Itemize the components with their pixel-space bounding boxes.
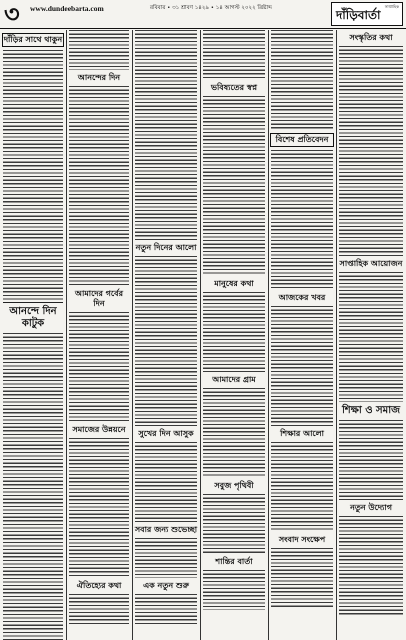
article-text [135, 30, 197, 240]
article-headline: সুখের দিন আসুক [134, 429, 198, 439]
article-text [339, 420, 403, 500]
article-headline: মানুষের কথা [202, 279, 266, 289]
column-4 [200, 30, 269, 640]
column-2 [66, 30, 133, 640]
article-headline: সমাজের উন্নয়নে [68, 425, 130, 435]
article-text [135, 256, 197, 426]
article-text [203, 570, 265, 610]
article-text [69, 594, 129, 624]
article-text [69, 30, 129, 70]
article-headline: আনন্দে দিন কাটুক [2, 306, 64, 330]
article-headline: সংস্কৃতির কথা [338, 33, 404, 43]
article-text [339, 272, 403, 402]
article-headline: ঐতিহ্যের কথা [68, 581, 130, 591]
column-5 [268, 30, 337, 640]
column-3 [132, 30, 201, 640]
article-text [339, 516, 403, 616]
article-text [271, 306, 333, 426]
article-headline: সবার জন্য শুভেচ্ছা [134, 525, 198, 534]
divider [3, 302, 63, 303]
article-text [69, 312, 129, 422]
masthead-logo [331, 2, 403, 26]
article-headline: সবুজ পৃথিবী [202, 481, 266, 491]
column-1 [0, 30, 67, 640]
article-headline: শিক্ষা ও সমাজ [338, 405, 404, 417]
column-6 [336, 30, 406, 640]
article-headline: শান্তির বার্তা [202, 557, 266, 567]
article-text [3, 333, 63, 640]
article-text [69, 438, 129, 578]
article-text [203, 292, 265, 372]
article-headline: সংবাদ সংক্ষেপ [270, 535, 334, 545]
masthead-name: দাঁড়িবার্তা [336, 8, 381, 22]
site-url[interactable]: www.dundeebarta.com [30, 4, 104, 13]
article-text [3, 50, 63, 300]
masthead-tag: সাপ্তাহিক [384, 4, 399, 9]
article-text [271, 30, 333, 130]
article-headline: ভবিষ্যতের স্বপ্ন [202, 83, 266, 93]
article-text [135, 442, 197, 522]
article-text [203, 30, 265, 80]
article-text [271, 442, 333, 532]
page-number: ৩ [4, 0, 20, 28]
article-text [339, 46, 403, 256]
article-text [203, 96, 265, 276]
article-headline: সাপ্তাহিক আয়োজন [339, 259, 403, 268]
dateline: রবিবার • ৩১ শ্রাবণ ১৪২৯ • ১৪ আগস্ট ২০২২ খ্রিষ্টাব্দ [150, 5, 272, 11]
article-headline: শিক্ষার আলো [270, 429, 334, 439]
newspaper-body [0, 30, 406, 640]
article-headline: আজকের খবর [270, 293, 334, 303]
page-header [0, 0, 406, 29]
article-headline: বিশেষ প্রতিবেদন [270, 133, 334, 147]
article-headline: নতুন দিনের আলো [135, 243, 197, 252]
article-text [203, 494, 265, 554]
article-text [135, 538, 197, 578]
article-text [69, 86, 129, 286]
article-text [135, 594, 197, 624]
article-text [271, 548, 333, 608]
article-text [203, 388, 265, 478]
article-headline: আমাদের গর্বের দিন [68, 289, 130, 309]
article-headline: দাঁড়ির সাথে থাকুন [2, 33, 64, 47]
article-headline: আনন্দের দিন [68, 73, 130, 83]
article-headline: এক নতুন শুরু [134, 581, 198, 591]
article-headline: আমাদের গ্রাম [202, 375, 266, 385]
article-text [271, 150, 333, 290]
article-headline: নতুন উদ্যোগ [338, 503, 404, 513]
